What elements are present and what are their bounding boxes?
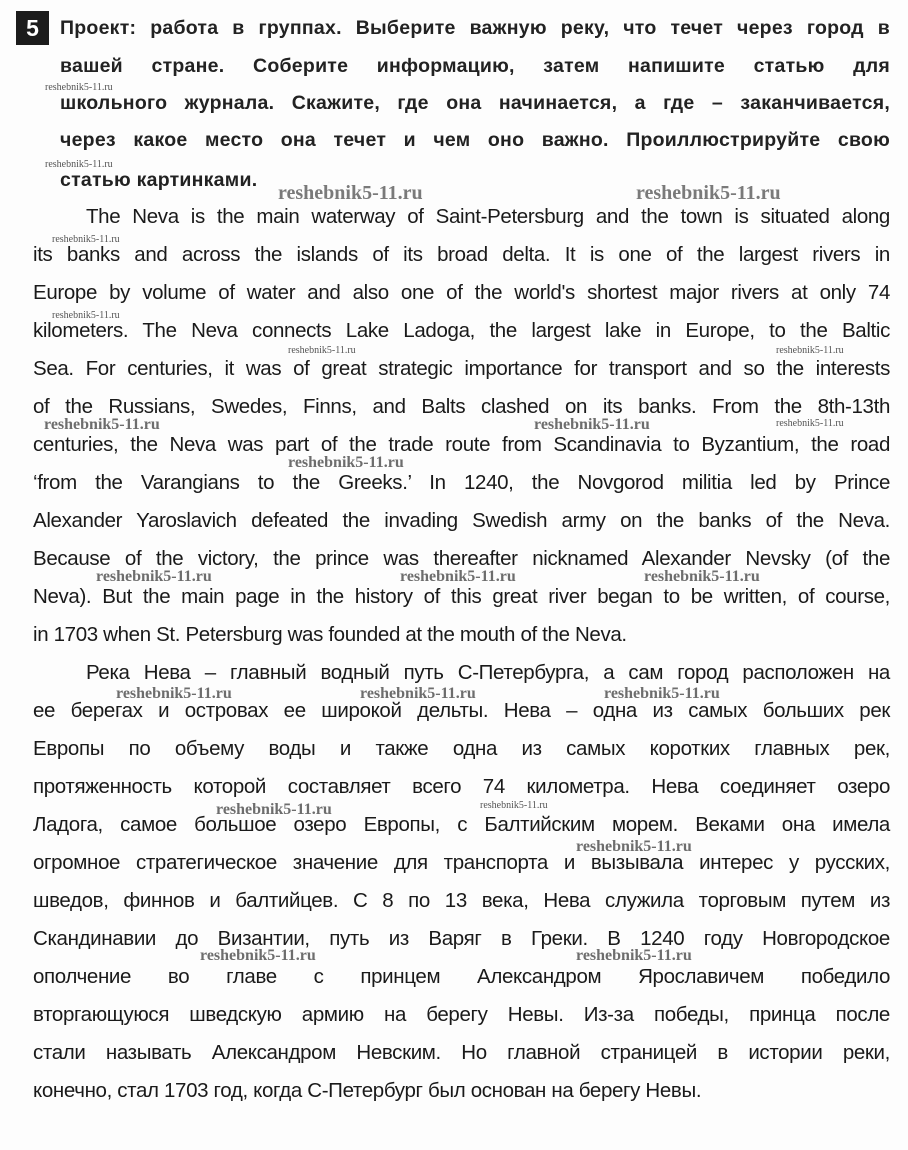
article-ru-line: вторгающуюся шведскую армию на берегу Невы. Из-за победы, принца после (33, 1003, 890, 1026)
watermark: reshebnik5-11.ru (534, 416, 650, 433)
watermark: reshebnik5-11.ru (116, 685, 232, 702)
watermark: reshebnik5-11.ru (480, 800, 548, 811)
task-line: вашей стране. Соберите информацию, затем напишите статью для (60, 55, 890, 77)
article-en-line: its banks and across the islands of its broad delta. It is one of the largest rivers in (33, 243, 890, 266)
article-en-line: in 1703 when St. Petersburg was founded at the mouth of the Neva. (33, 623, 627, 646)
watermark: reshebnik5-11.ru (52, 310, 120, 321)
watermark: reshebnik5-11.ru (636, 182, 781, 204)
article-ru-line: Река Нева – главный водный путь С-Петербурга, а сам город расположен на (86, 661, 890, 684)
article-ru-line: Ладога, самое большое озеро Европы, с Балтийским морем. Веками она имела (33, 813, 890, 836)
article-ru-line: Скандинавии до Византии, путь из Варяг в Греки. В 1240 году Новгородское (33, 927, 890, 950)
watermark: reshebnik5-11.ru (576, 947, 692, 964)
watermark: reshebnik5-11.ru (576, 838, 692, 855)
exercise-number-badge: 5 (16, 11, 49, 45)
watermark: reshebnik5-11.ru (216, 801, 332, 818)
task-line: статью картинками. (60, 169, 258, 191)
watermark: reshebnik5-11.ru (96, 568, 212, 585)
article-en-line: of the Russians, Swedes, Finns, and Balts clashed on its banks. From the 8th-13th (33, 395, 890, 418)
watermark: reshebnik5-11.ru (45, 159, 113, 170)
watermark: reshebnik5-11.ru (776, 345, 844, 356)
article-ru-line: ополчение во главе с принцем Александром Ярославичем победило (33, 965, 890, 988)
watermark: reshebnik5-11.ru (200, 947, 316, 964)
article-en-line: kilometers. The Neva connects Lake Ladoga, the largest lake in Europe, to the Baltic (33, 319, 890, 342)
article-ru-line: шведов, финнов и балтийцев. С 8 по 13 века, Нева служила торговым путем из (33, 889, 890, 912)
watermark: reshebnik5-11.ru (45, 82, 113, 93)
article-en-line: The Neva is the main waterway of Saint-Petersburg and the town is situated along (86, 205, 890, 228)
task-line: через какое место она течет и чем оно важно. Проиллюстрируйте свою (60, 129, 890, 151)
task-line: Проект: работа в группах. Выберите важную реку, что течет через город в (60, 17, 890, 39)
watermark: reshebnik5-11.ru (278, 182, 423, 204)
article-ru-line: огромное стратегическое значение для транспорта и вызывала интерес у русских, (33, 851, 890, 874)
watermark: reshebnik5-11.ru (360, 685, 476, 702)
article-ru-line: стали называть Александром Невским. Но главной страницей в истории реки, (33, 1041, 890, 1064)
article-en-line: Alexander Yaroslavich defeated the invading Swedish army on the banks of the Neva. (33, 509, 890, 532)
article-ru-line: ее берегах и островах ее широкой дельты. Нева – одна из самых больших рек (33, 699, 890, 722)
watermark: reshebnik5-11.ru (604, 685, 720, 702)
article-en-line: Sea. For centuries, it was of great strategic importance for transport and so the interests (33, 357, 890, 380)
article-ru-line: протяженность которой составляет всего 74 километра. Нева соединяет озеро (33, 775, 890, 798)
article-en-line: Neva). But the main page in the history of this great river began to be written, of course, (33, 585, 890, 608)
article-en-line: ‘from the Varangians to the Greeks.’ In 1240, the Novgorod militia led by Prince (33, 471, 890, 494)
article-ru-line: Европы по объему воды и также одна из самых коротких главных рек, (33, 737, 890, 760)
article-en-line: Europe by volume of water and also one of the world's shortest major rivers at only 74 (33, 281, 890, 304)
watermark: reshebnik5-11.ru (776, 418, 844, 429)
watermark: reshebnik5-11.ru (400, 568, 516, 585)
watermark: reshebnik5-11.ru (288, 454, 404, 471)
article-ru-line: конечно, стал 1703 год, когда С-Петербург был основан на берегу Невы. (33, 1079, 702, 1102)
article-en-line: centuries, the Neva was part of the trade route from Scandinavia to Byzantium, the road (33, 433, 890, 456)
article-en-line: Because of the victory, the prince was thereafter nicknamed Alexander Nevsky (of the (33, 547, 890, 570)
watermark: reshebnik5-11.ru (52, 234, 120, 245)
watermark: reshebnik5-11.ru (644, 568, 760, 585)
watermark: reshebnik5-11.ru (44, 416, 160, 433)
watermark: reshebnik5-11.ru (288, 345, 356, 356)
task-line: школьного журнала. Скажите, где она начинается, а где – заканчивается, (60, 92, 890, 114)
